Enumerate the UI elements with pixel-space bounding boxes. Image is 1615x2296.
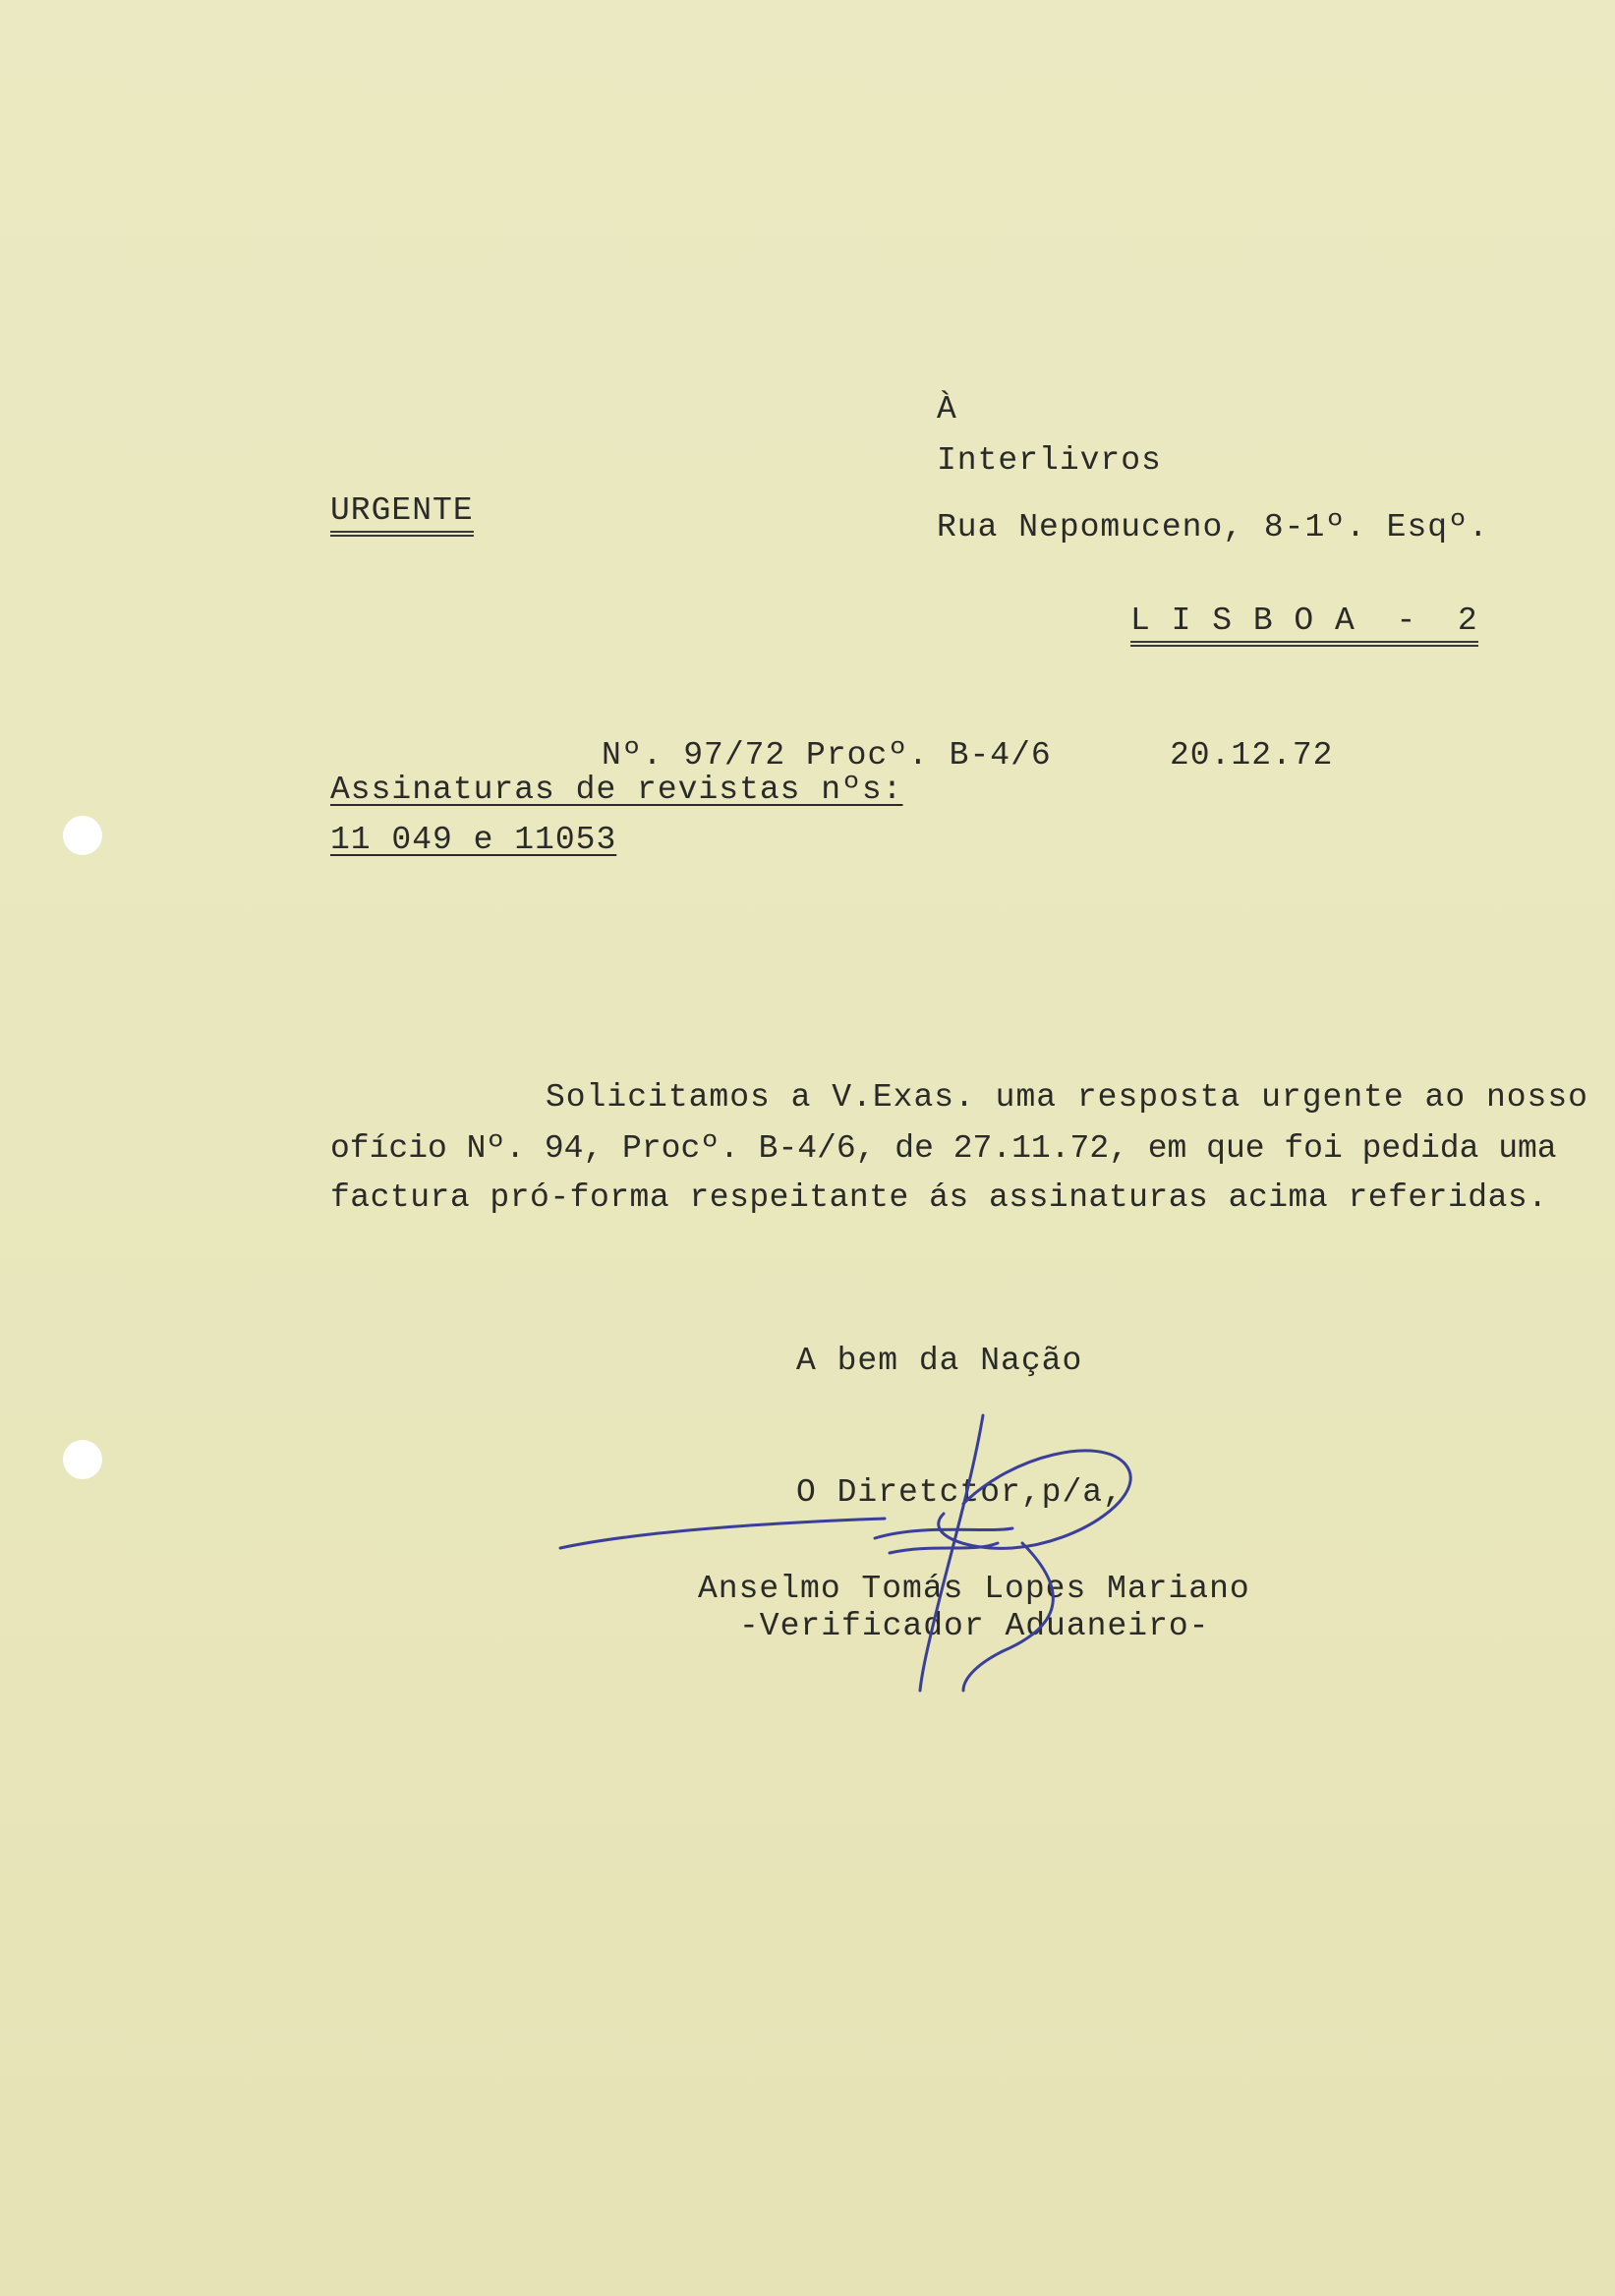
recipient-street: Rua Nepomuceno, 8-1º. Esqº. xyxy=(937,509,1489,545)
signature-baseline-stroke xyxy=(560,1519,885,1548)
signatory-role: O Diretctor,p/a, xyxy=(796,1474,1124,1511)
subject-line-2: 11 049 e 11053 xyxy=(330,822,617,858)
body-line-2: ofício Nº. 94, Procº. B-4/6, de 27.11.72, em que foi pedida uma xyxy=(330,1130,1557,1167)
closing-salutation: A bem da Nação xyxy=(796,1343,1083,1379)
reference-date: 20.12.72 xyxy=(1170,737,1334,774)
recipient-name: Interlivros xyxy=(937,442,1162,479)
signatory-title: -Verificador Aduaneiro- xyxy=(739,1608,1210,1644)
signature-vertical-stroke xyxy=(920,1415,983,1691)
handwritten-signature xyxy=(550,1396,1160,1710)
recipient-prefix: À xyxy=(937,391,957,428)
body-line-3: factura pró-forma respeitante ás assinaturas acima referidas. xyxy=(330,1179,1548,1216)
body-line-1: Solicitamos a V.Exas. uma resposta urgente ao nosso xyxy=(546,1079,1588,1116)
punch-hole-top xyxy=(63,816,102,855)
subject-line-1: Assinaturas de revistas nºs: xyxy=(330,772,903,808)
signature-tail-stroke xyxy=(963,1543,1053,1691)
reference-number: Nº. 97/72 Procº. B-4/6 xyxy=(602,737,1052,774)
signature-loop-stroke xyxy=(939,1451,1130,1548)
signatory-name: Anselmo Tomás Lopes Mariano xyxy=(698,1571,1250,1607)
recipient-city: L I S B O A - 2 xyxy=(1130,603,1478,647)
punch-hole-bottom xyxy=(63,1440,102,1479)
urgency-label: URGENTE xyxy=(330,493,474,537)
